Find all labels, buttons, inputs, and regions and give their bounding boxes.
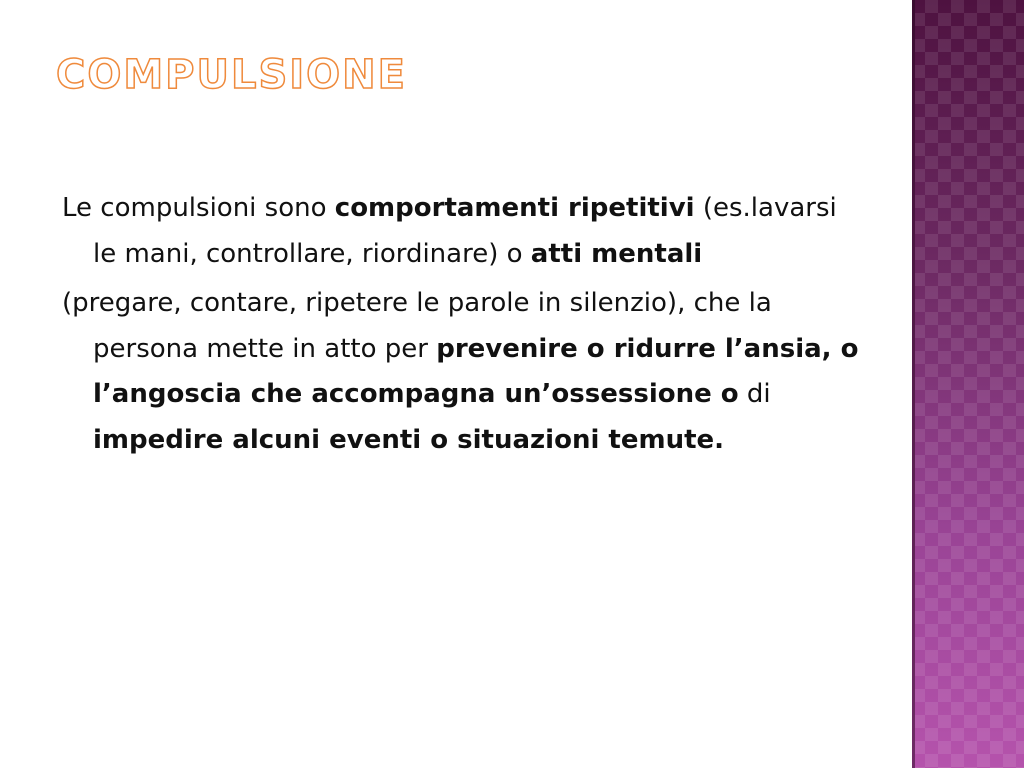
paragraph-2-bold-2: impedire alcuni eventi o situazioni temute. [93,424,725,455]
paragraph-2-text-2: di [738,379,771,409]
body-paragraph-2 [62,281,862,463]
slide-body [62,186,862,463]
paragraph-1-bold-2: atti mentali [530,238,703,269]
paragraph-1-text-1: Le compulsioni sono [62,193,335,223]
slide-title: COMPULSIONE [56,52,407,98]
paragraph-1-bold-1: comportamenti ripetitivi [334,193,695,223]
paragraph-1-text-2: (es.lavarsi le mani, controllare, riordinare) o [93,193,837,269]
paragraph-2-text-1: (pregare, contare, ripetere le parole in silenzio), che la persona mette in atto per [62,288,772,364]
side-band-edge [912,0,915,768]
paragraph-2-bold-1: prevenire o ridurre l’ansia, o l’angoscia che accompagna un’ossessione o [93,333,859,409]
decorative-side-band [912,0,1024,768]
body-paragraph-1 [62,186,862,277]
